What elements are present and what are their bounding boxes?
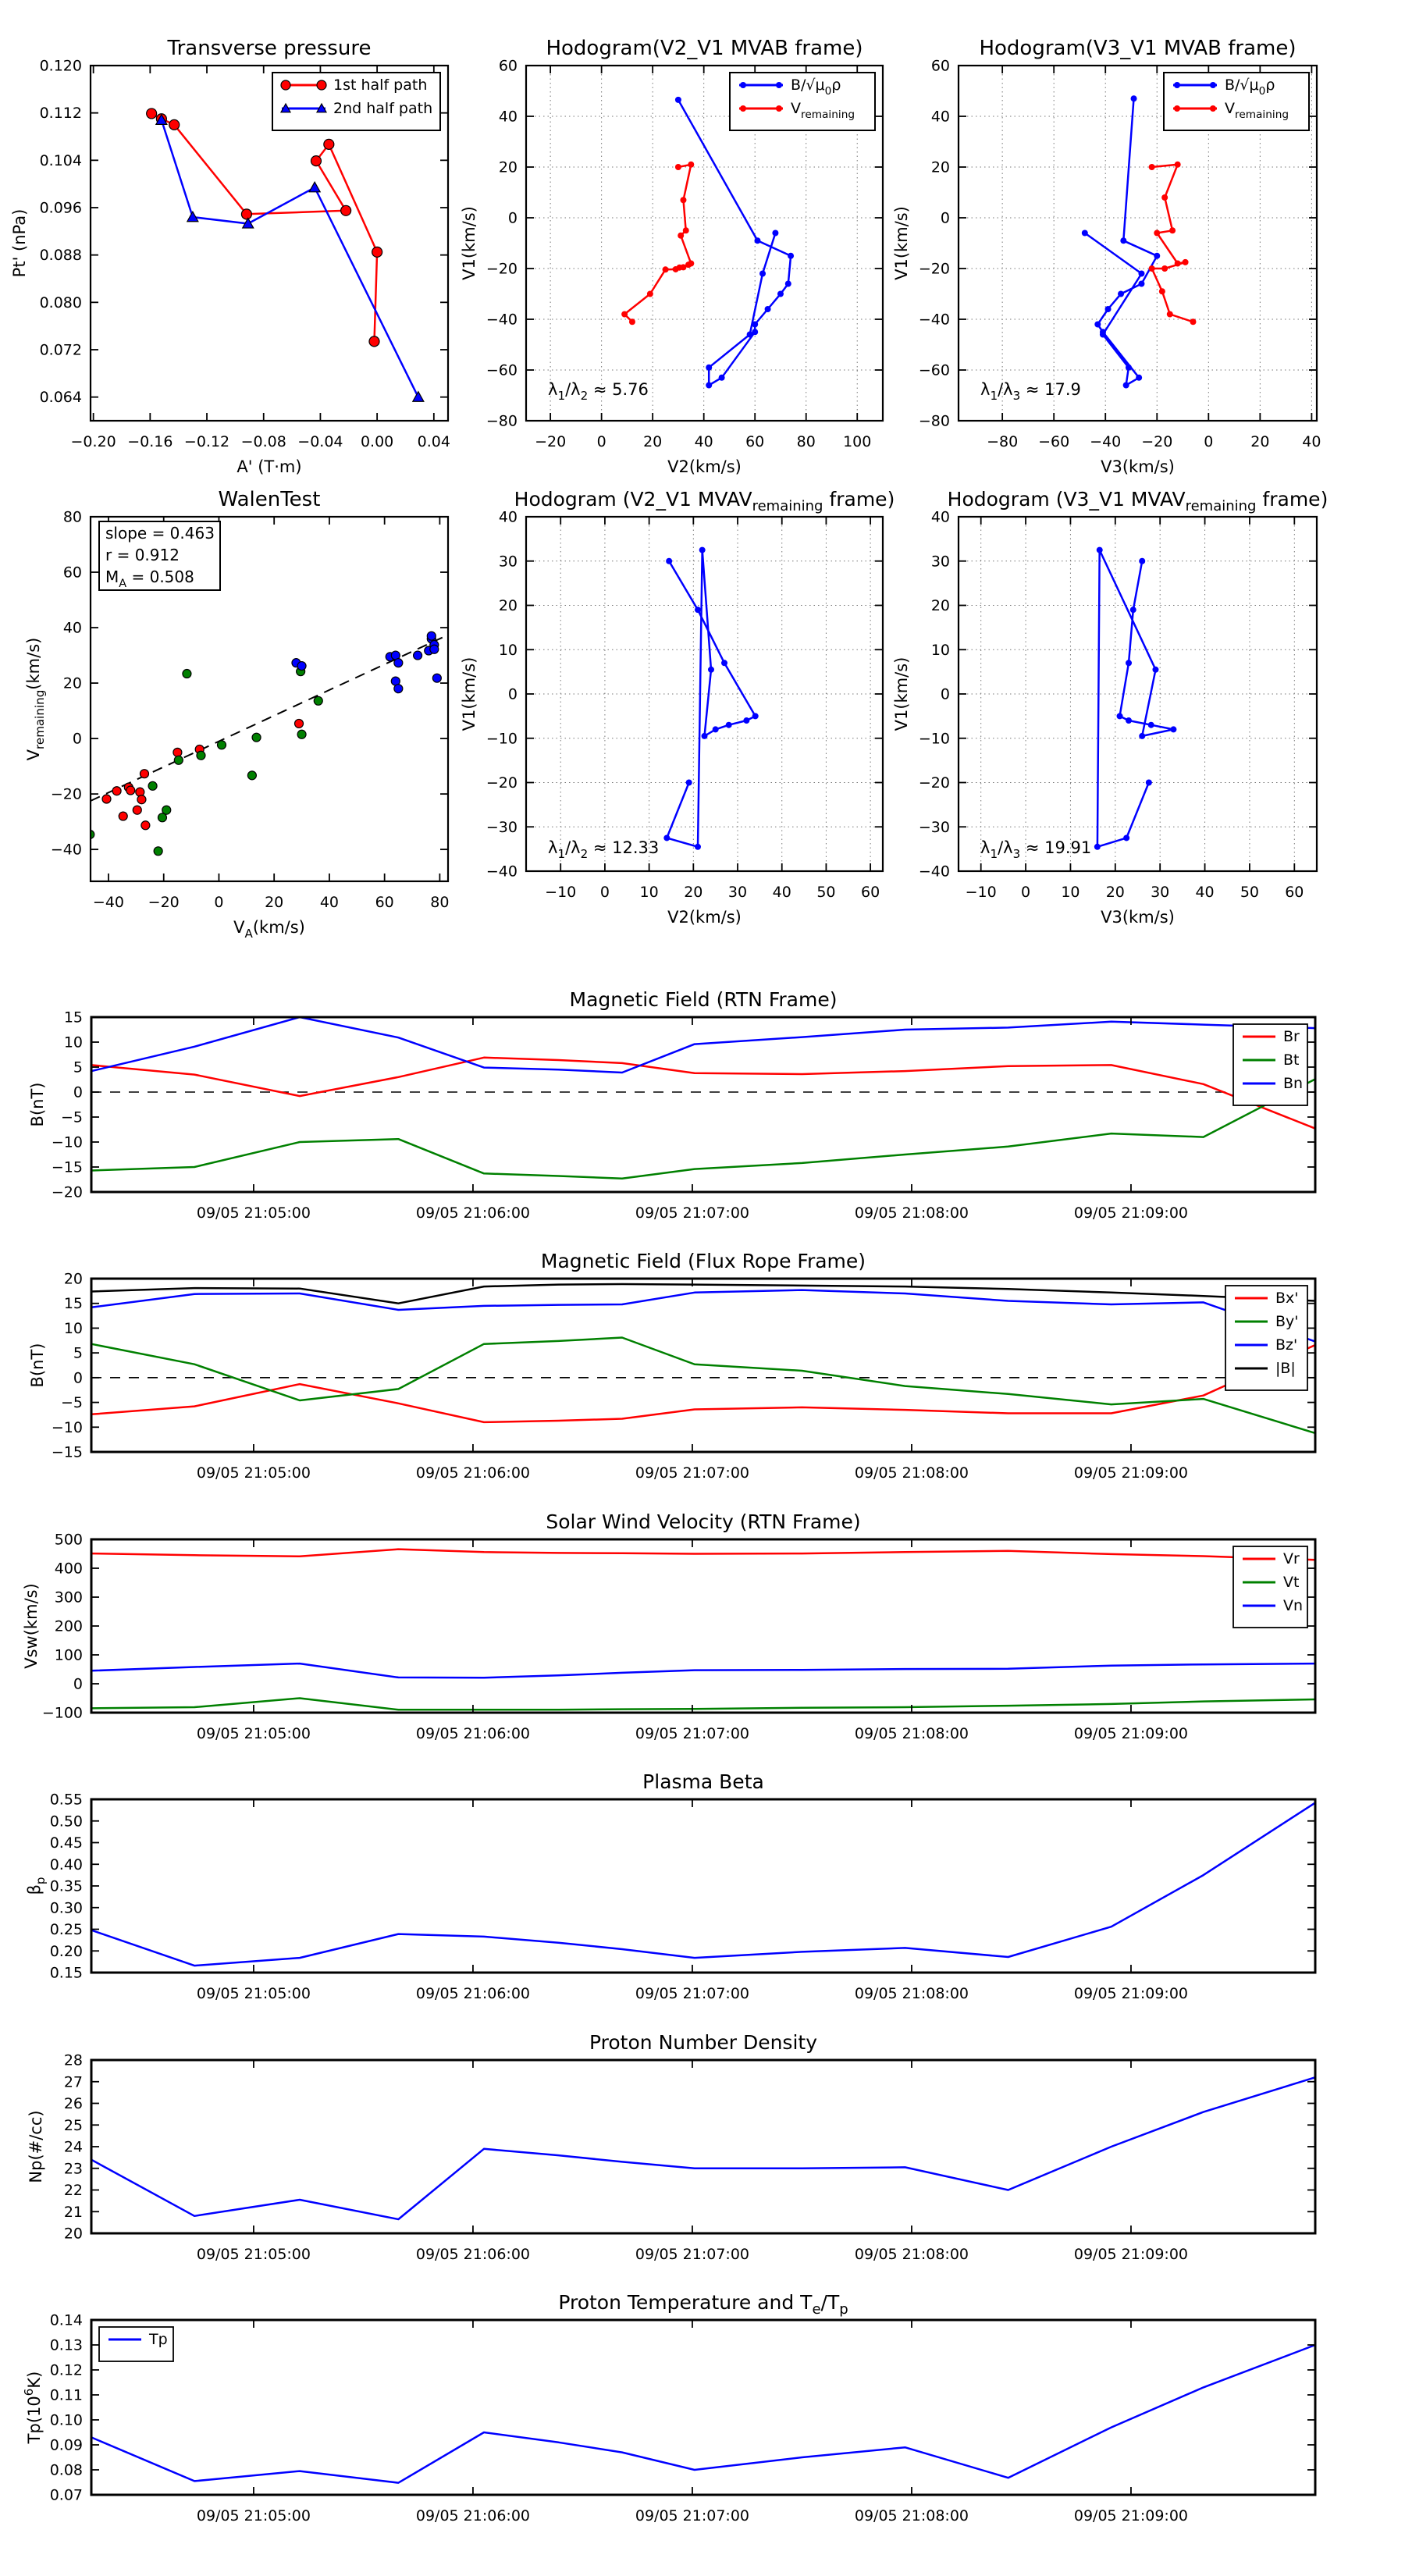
y-tick-label: 40: [498, 108, 518, 126]
series-middle-points: [86, 667, 322, 856]
axes-frame: [91, 1799, 1315, 1973]
y-tick-label: −15: [51, 1158, 83, 1176]
legend-label: |B|: [1275, 1360, 1296, 1377]
y-tick-label: 25: [63, 2116, 83, 2134]
x-axis-label: A' (T·m): [237, 457, 302, 476]
y-tick-label: 0.15: [49, 1964, 83, 1982]
ticks: [91, 1539, 1315, 1713]
x-axis-label: V2(km/s): [667, 457, 742, 476]
x-tick-label: 09/05 21:06:00: [415, 2507, 531, 2524]
series-group: [91, 1802, 1315, 1966]
y-tick-label: 10: [63, 1034, 83, 1051]
x-tick-label: 09/05 21:07:00: [635, 1985, 750, 2002]
y-tick-label: 60: [62, 564, 82, 582]
x-axis-label: V3(km/s): [1101, 908, 1175, 927]
series-bn: [91, 1017, 1315, 1073]
y-tick-label: 0: [73, 1083, 83, 1101]
y-axis-label: $\beta_p$: [25, 1877, 48, 1895]
y-axis-label: Np(#/cc): [27, 2110, 45, 2183]
x-tick-label: 09/05 21:09:00: [1073, 1204, 1189, 1222]
y-tick-label: 0.40: [49, 1856, 83, 1873]
series-br: [91, 1058, 1315, 1129]
annotation-text: $M_A = 0.508$: [105, 568, 194, 590]
y-axis-label: Vsw(km/s): [22, 1583, 41, 1669]
y-tick-label: 20: [930, 597, 950, 614]
y-tick-label: 15: [63, 1009, 83, 1026]
panel-solar-wind-velocity: [22, 1510, 1315, 1742]
x-axis-label: $V_A(km/s)$: [233, 918, 305, 941]
y-tick-label: 0: [507, 685, 518, 703]
series-group: [1082, 95, 1197, 388]
series-first-half-points: [102, 719, 304, 829]
legend: [1233, 1546, 1307, 1628]
x-tick-label: 0.00: [360, 433, 394, 450]
x-tick-label: 09/05 21:08:00: [854, 1985, 969, 2002]
y-tick-label: 20: [63, 1270, 83, 1288]
x-tick-label: −0.08: [240, 433, 286, 450]
panel-proton-density: [27, 2031, 1315, 2263]
panel-transverse-pressure: [10, 37, 450, 476]
y-axis-label: Pt' (nPa): [10, 208, 29, 278]
panel-hodogram-v3v1-mvav: [892, 488, 1328, 927]
x-tick-label: 50: [816, 884, 836, 901]
series-b-over-sqrt-mu0rho: [1082, 95, 1160, 388]
y-tick-label: 20: [62, 674, 82, 692]
y-axis-label: $V_{remaining}(km/s)$: [24, 637, 47, 761]
panel-title: Solar Wind Velocity (RTN Frame): [546, 1510, 861, 1533]
y-tick-label: −40: [486, 863, 518, 881]
y-tick-label: 0.45: [49, 1834, 83, 1852]
series-group: [86, 632, 448, 856]
series-second-half-points: [292, 632, 441, 692]
y-tick-label: 5: [73, 1059, 83, 1076]
legend-label: Bn: [1283, 1075, 1304, 1092]
annotation: [980, 380, 1081, 403]
y-tick-label: 0.104: [39, 151, 82, 169]
legend-label: Vt: [1283, 1574, 1300, 1591]
y-tick-label: 40: [930, 508, 950, 526]
y-tick-label: 0.10: [49, 2411, 83, 2429]
panel-title: Plasma Beta: [642, 1770, 764, 1793]
x-tick-label: 09/05 21:05:00: [196, 1204, 311, 1222]
x-tick-label: 60: [1285, 884, 1304, 901]
y-tick-label: −40: [486, 311, 518, 329]
series-bz-prime: [91, 1290, 1315, 1342]
y-tick-label: 20: [498, 597, 518, 614]
series-group: [91, 1550, 1315, 1710]
y-tick-label: 20: [930, 158, 950, 176]
legend-label: 1st half path: [333, 76, 428, 94]
y-tick-label: −10: [486, 730, 518, 748]
legend-label: 2nd half path: [333, 100, 433, 117]
panel-hodogram-v2v1-mvab: [460, 37, 883, 476]
y-tick-label: 300: [54, 1589, 83, 1606]
y-tick-label: −20: [486, 260, 518, 278]
x-tick-label: 09/05 21:06:00: [415, 1204, 531, 1222]
x-tick-label: −80: [987, 433, 1019, 450]
x-tick-label: 0: [599, 884, 610, 901]
y-tick-label: −40: [918, 863, 950, 881]
series-bt: [91, 1079, 1315, 1178]
annotation: [548, 838, 659, 861]
x-tick-label: 80: [430, 894, 450, 911]
y-tick-label: 0: [72, 730, 82, 748]
y-tick-label: −10: [51, 1133, 83, 1151]
x-tick-label: 20: [1105, 884, 1125, 901]
x-tick-label: 0: [1204, 433, 1214, 450]
legend: [730, 73, 875, 130]
y-tick-label: 80: [62, 508, 82, 526]
series-v-hodogram: [663, 547, 758, 850]
y-tick-label: 0.35: [49, 1877, 83, 1895]
y-tick-label: −60: [918, 361, 950, 379]
panel-hodogram-v3v1-mvab: [892, 37, 1321, 476]
x-tick-label: 09/05 21:06:00: [415, 1464, 531, 1482]
x-tick-label: 09/05 21:09:00: [1073, 2507, 1189, 2524]
annotation: [548, 380, 649, 403]
y-tick-label: 0.072: [39, 341, 82, 359]
y-tick-label: 20: [498, 158, 518, 176]
x-tick-label: −20: [535, 433, 567, 450]
annotation-text: $\lambda_1/\lambda_3 \approx 17.9$: [980, 380, 1081, 403]
y-tick-label: 24: [63, 2138, 83, 2156]
legend: [1225, 1286, 1307, 1390]
series-v-hodogram: [1094, 547, 1177, 850]
x-tick-label: 30: [727, 884, 748, 901]
series-vn: [91, 1663, 1315, 1678]
ticks: [959, 517, 1317, 871]
series-group: [91, 1284, 1315, 1433]
y-axis-label: B(nT): [28, 1343, 47, 1388]
y-tick-label: −20: [51, 1183, 83, 1201]
x-tick-label: 09/05 21:05:00: [196, 2246, 311, 2263]
y-tick-label: 0.07: [49, 2486, 83, 2504]
ticks: [91, 2060, 1315, 2233]
y-tick-label: −30: [918, 818, 950, 836]
legend-label: $B/√\mu_0\rho$: [1225, 76, 1275, 98]
panel-title: Transverse pressure: [167, 37, 372, 60]
tick-labels: [64, 2052, 1188, 2264]
x-tick-label: 09/05 21:09:00: [1073, 1985, 1189, 2002]
x-tick-label: 09/05 21:06:00: [415, 1725, 531, 1742]
x-tick-label: 09/05 21:07:00: [635, 2507, 750, 2524]
y-tick-label: 10: [930, 641, 950, 659]
x-tick-label: −60: [1038, 433, 1070, 450]
y-tick-label: 0.20: [49, 1942, 83, 1960]
y-tick-label: 28: [63, 2051, 83, 2069]
legend-label: Br: [1283, 1028, 1300, 1045]
x-tick-label: 09/05 21:09:00: [1073, 1725, 1189, 1742]
y-tick-label: −20: [918, 774, 950, 792]
tick-labels: [50, 1791, 1188, 2003]
y-axis-label: V1(km/s): [460, 206, 478, 280]
x-tick-label: 10: [639, 884, 659, 901]
panel-title: Magnetic Field (RTN Frame): [569, 988, 838, 1011]
tick-labels: [50, 2312, 1188, 2525]
series-group: [91, 2077, 1315, 2219]
y-tick-label: 40: [62, 619, 82, 637]
y-tick-label: 0.064: [39, 389, 82, 407]
panel-proton-temperature: [22, 2291, 1315, 2524]
panel-magnetic-field-flux-rope: [28, 1250, 1315, 1482]
y-tick-label: −80: [918, 412, 950, 430]
x-tick-label: 10: [1061, 884, 1080, 901]
y-axis-label: V1(km/s): [892, 206, 911, 280]
y-tick-label: −15: [51, 1443, 83, 1461]
legend-label: Bt: [1283, 1051, 1300, 1069]
legend-label: Bx': [1275, 1290, 1299, 1307]
x-tick-label: 09/05 21:06:00: [415, 1985, 531, 2002]
series-first-half-path: [147, 109, 382, 347]
panel-title: Hodogram (V3_V1 $MVAV_{remaining}$ frame): [947, 488, 1329, 514]
annotation: [99, 521, 220, 590]
x-tick-label: 0: [596, 433, 606, 450]
y-axis-label: V1(km/s): [892, 656, 911, 731]
y-tick-label: 10: [63, 1319, 83, 1337]
x-tick-label: 40: [319, 894, 340, 911]
y-tick-label: 27: [63, 2073, 83, 2091]
y-tick-label: −20: [918, 260, 950, 278]
y-tick-label: 0.50: [49, 1813, 83, 1831]
y-tick-label: −20: [486, 774, 518, 792]
series-tp: [91, 2345, 1315, 2483]
series-vr: [91, 1550, 1315, 1560]
x-tick-label: 09/05 21:07:00: [635, 1725, 750, 1742]
x-tick-label: 09/05 21:06:00: [415, 2246, 531, 2263]
y-tick-label: 200: [54, 1617, 83, 1635]
x-tick-label: −10: [965, 884, 997, 901]
x-tick-label: 09/05 21:07:00: [635, 2246, 750, 2263]
x-tick-label: 30: [1151, 884, 1170, 901]
y-tick-label: 5: [73, 1344, 83, 1362]
series-group: [621, 97, 794, 389]
y-tick-label: 0: [940, 209, 950, 227]
panel-title: WalenTest: [218, 488, 321, 511]
y-tick-label: 30: [498, 553, 518, 571]
x-tick-label: 09/05 21:05:00: [196, 1725, 311, 1742]
y-tick-label: −5: [60, 1108, 83, 1126]
y-tick-label: 15: [63, 1295, 83, 1313]
series-bx-prime: [91, 1345, 1315, 1422]
x-tick-label: 20: [1250, 433, 1270, 450]
x-tick-label: 0.04: [417, 433, 450, 450]
y-tick-label: 0.13: [49, 2336, 83, 2354]
y-tick-label: −5: [60, 1394, 83, 1412]
y-tick-label: 40: [498, 508, 518, 526]
y-tick-label: 500: [54, 1531, 83, 1549]
y-tick-label: 0.55: [49, 1791, 83, 1809]
series-np: [91, 2077, 1315, 2219]
y-tick-label: −40: [50, 841, 82, 859]
ticks: [91, 1799, 1315, 1973]
series-v-remaining: [621, 162, 694, 326]
y-tick-label: 0.088: [39, 247, 82, 265]
x-tick-label: −0.12: [183, 433, 230, 450]
grid: [959, 517, 1317, 871]
axes-frame: [91, 2060, 1315, 2233]
y-tick-label: −10: [918, 730, 950, 748]
panel-walen-test: [24, 488, 449, 941]
panel-title: Hodogram(V2_V1 MVAB frame): [546, 37, 863, 60]
x-tick-label: 09/05 21:05:00: [196, 1464, 311, 1482]
y-tick-label: −40: [918, 311, 950, 329]
series-group: [91, 1017, 1315, 1179]
x-tick-label: 09/05 21:08:00: [854, 1204, 969, 1222]
annotation-text: r = 0.912: [105, 546, 180, 564]
x-tick-label: −40: [1090, 433, 1122, 450]
annotation-text: $\lambda_1/\lambda_3 \approx 19.91$: [980, 838, 1092, 861]
y-tick-label: 0.11: [49, 2386, 83, 2404]
panel-magnetic-field-rtn: [28, 988, 1315, 1222]
x-axis-label: V3(km/s): [1101, 457, 1175, 476]
x-tick-label: 40: [1302, 433, 1321, 450]
y-tick-label: 0.14: [49, 2311, 83, 2329]
annotation-text: slope = 0.463: [105, 524, 215, 543]
tick-labels: [42, 1532, 1188, 1743]
series-b-over-sqrt-mu0rho: [675, 97, 794, 389]
x-tick-label: 0: [1021, 884, 1031, 901]
annotation: [980, 838, 1091, 861]
x-tick-label: 20: [684, 884, 703, 901]
panel-title: Hodogram(V3_V1 MVAB frame): [979, 37, 1297, 60]
y-tick-label: 0.08: [49, 2461, 83, 2479]
panel-title: Proton Temperature and $T_e/T_p$: [558, 2291, 848, 2318]
panel-title: Proton Number Density: [589, 2031, 817, 2054]
x-tick-label: 09/05 21:08:00: [854, 1725, 969, 1742]
x-tick-label: 50: [1240, 884, 1260, 901]
y-tick-label: 0.25: [49, 1921, 83, 1938]
x-tick-label: 09/05 21:09:00: [1073, 2246, 1189, 2263]
annotation-text: $\lambda_1/\lambda_2 \approx 5.76$: [548, 380, 649, 403]
x-tick-label: −20: [1141, 433, 1173, 450]
series-beta-p: [91, 1802, 1315, 1966]
x-tick-label: 20: [265, 894, 284, 911]
x-tick-label: 20: [643, 433, 663, 450]
y-tick-label: 0.112: [39, 105, 82, 123]
y-tick-label: 20: [63, 2225, 83, 2243]
y-tick-label: 0.30: [49, 1899, 83, 1917]
y-tick-label: 100: [54, 1646, 83, 1664]
tick-labels: [52, 1009, 1188, 1222]
x-tick-label: 60: [745, 433, 765, 450]
x-tick-label: 40: [1195, 884, 1215, 901]
legend-label: Vr: [1283, 1550, 1300, 1567]
x-tick-label: 09/05 21:07:00: [635, 1464, 750, 1482]
x-tick-label: 60: [375, 894, 394, 911]
legend-label: Bz': [1275, 1336, 1298, 1354]
x-tick-label: −40: [92, 894, 125, 911]
legend: [272, 73, 440, 130]
y-tick-label: 60: [498, 57, 518, 75]
y-axis-label: $Tp(10^6K)$: [22, 2371, 44, 2444]
y-tick-label: −60: [486, 361, 518, 379]
panel-hodogram-v2v1-mvav: [460, 488, 895, 927]
y-tick-label: −30: [486, 818, 518, 836]
y-tick-label: 23: [63, 2160, 83, 2178]
y-tick-label: −10: [51, 1418, 83, 1436]
y-tick-label: 400: [54, 1560, 83, 1578]
x-tick-label: 100: [843, 433, 872, 450]
series-v-remaining: [1149, 162, 1197, 326]
y-tick-label: 0.080: [39, 294, 82, 311]
y-tick-label: −20: [50, 785, 82, 803]
y-tick-label: −100: [41, 1704, 83, 1722]
x-tick-label: 80: [796, 433, 816, 450]
y-tick-label: 0.09: [49, 2436, 83, 2454]
x-tick-label: −10: [545, 884, 577, 901]
y-tick-label: 26: [63, 2095, 83, 2112]
x-tick-label: −0.16: [127, 433, 173, 450]
annotation-text: $\lambda_1/\lambda_2 \approx 12.33$: [548, 838, 660, 861]
y-tick-label: 40: [930, 108, 950, 126]
legend-label: By': [1275, 1313, 1299, 1330]
x-tick-label: 09/05 21:05:00: [196, 2507, 311, 2524]
x-tick-label: 09/05 21:08:00: [854, 1464, 969, 1482]
x-tick-label: 40: [694, 433, 713, 450]
x-tick-label: 09/05 21:05:00: [196, 1985, 311, 2002]
y-tick-label: 0.12: [49, 2361, 83, 2379]
series-by-prime: [91, 1338, 1315, 1433]
x-tick-label: 0: [214, 894, 224, 911]
x-tick-label: 60: [861, 884, 880, 901]
axes-frame: [91, 1539, 1315, 1713]
x-tick-label: −0.20: [70, 433, 116, 450]
series-group: [91, 2345, 1315, 2483]
legend-label: $V_{remaining}$: [1225, 100, 1289, 121]
legend-label: Vn: [1283, 1597, 1304, 1614]
y-tick-label: 60: [930, 57, 950, 75]
x-tick-label: −0.04: [297, 433, 343, 450]
x-tick-label: 40: [772, 884, 791, 901]
y-tick-label: −80: [486, 412, 518, 430]
series-group: [147, 109, 424, 401]
x-tick-label: 09/05 21:09:00: [1073, 1464, 1189, 1482]
series-group: [1094, 547, 1177, 850]
y-tick-label: 21: [63, 2203, 83, 2221]
series-second-half-path: [156, 115, 424, 402]
x-tick-label: 09/05 21:08:00: [854, 2246, 969, 2263]
legend: [1233, 1024, 1307, 1105]
legend: [99, 2327, 173, 2361]
axes-frame: [959, 517, 1317, 871]
x-tick-label: 09/05 21:08:00: [854, 2507, 969, 2524]
y-tick-label: 0: [940, 685, 950, 703]
legend-label: Tp: [149, 2331, 168, 2348]
legend-label: $B/√\mu_0\rho$: [791, 76, 841, 98]
legend-label: $V_{remaining}$: [791, 100, 855, 121]
panel-title: Magnetic Field (Flux Rope Frame): [540, 1250, 866, 1272]
y-tick-label: 0: [73, 1675, 83, 1693]
y-tick-label: 0: [507, 209, 518, 227]
y-tick-label: 30: [930, 553, 950, 571]
panel-plasma-beta: [25, 1770, 1315, 2002]
y-tick-label: 22: [63, 2182, 83, 2199]
y-tick-label: 0.120: [39, 57, 82, 75]
x-tick-label: 09/05 21:07:00: [635, 1204, 750, 1222]
y-tick-label: 0: [73, 1369, 83, 1387]
y-tick-label: 0.096: [39, 199, 82, 217]
y-axis-label: B(nT): [28, 1082, 47, 1127]
x-axis-label: V2(km/s): [667, 908, 742, 927]
panel-title: Hodogram (V2_V1 $MVAV_{remaining}$ frame): [514, 488, 895, 514]
x-tick-label: −20: [148, 894, 180, 911]
y-tick-label: 10: [498, 641, 518, 659]
legend: [1164, 73, 1309, 130]
series-group: [663, 547, 758, 850]
y-axis-label: V1(km/s): [460, 656, 478, 731]
